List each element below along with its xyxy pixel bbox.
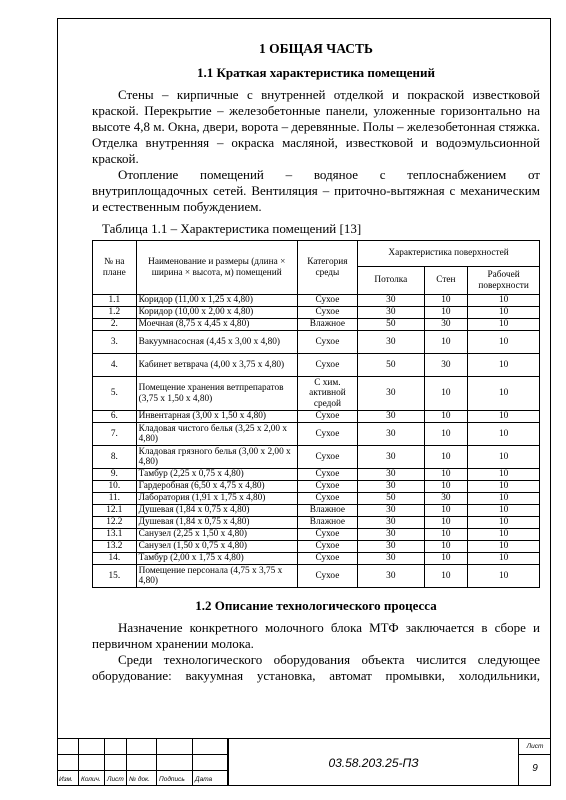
title-block-grid <box>57 738 228 786</box>
header-name: Наименование и размеры (длина × ширина × высота, м) помещений <box>136 241 297 295</box>
table-body <box>93 295 540 588</box>
cell-name: Вакуумнасосная (4,45 х 3,00 х 4,80) <box>136 331 297 354</box>
cell-walls: 30 <box>424 354 468 377</box>
cell-num: 9. <box>93 469 137 481</box>
title-block-label-text: Подпись <box>159 776 185 783</box>
cell-name: Тамбур (2,00 х 1,75 х 4,80) <box>136 553 297 565</box>
cell-ceiling: 30 <box>358 307 425 319</box>
title-block-cell <box>157 754 193 770</box>
section-title: 1 ОБЩАЯ ЧАСТЬ <box>259 41 373 56</box>
cell-ceiling: 30 <box>358 541 425 553</box>
cell-work: 10 <box>468 319 540 331</box>
cell-name: Помещение хранения ветпрепаратов (3,75 х 1,50 х 4,80) <box>136 377 297 411</box>
cell-ceiling: 30 <box>358 481 425 493</box>
cell-name: Кладовая грязного белья (3,00 х 2,00 х 4,80) <box>136 446 297 469</box>
cell-name: Моечная (8,75 х 4,45 х 4,80) <box>136 319 297 331</box>
title-block-label-text: Изм. <box>59 776 73 783</box>
title-block-cell <box>127 754 157 770</box>
title-block-label <box>127 770 157 786</box>
cell-work: 10 <box>468 331 540 354</box>
cell-num: 8. <box>93 446 137 469</box>
cell-ceiling: 30 <box>358 553 425 565</box>
cell-ceiling: 30 <box>358 411 425 423</box>
cell-work: 10 <box>468 529 540 541</box>
cell-num: 1.2 <box>93 307 137 319</box>
cell-num: 15. <box>93 565 137 588</box>
table-row <box>93 469 540 481</box>
title-block-cell <box>57 754 79 770</box>
cell-work: 10 <box>468 295 540 307</box>
table-row <box>93 541 540 553</box>
cell-work: 10 <box>468 481 540 493</box>
cell-ceiling: 30 <box>358 469 425 481</box>
title-block-cell <box>57 738 79 754</box>
cell-name: Душевая (1,84 х 0,75 х 4,80) <box>136 505 297 517</box>
cell-num: 6. <box>93 411 137 423</box>
header-category: Категория среды <box>297 241 357 295</box>
cell-category: Сухое <box>297 295 357 307</box>
cell-work: 10 <box>468 541 540 553</box>
title-block-label <box>193 770 228 786</box>
title-block-cell <box>193 738 228 754</box>
cell-walls: 10 <box>424 529 468 541</box>
paragraph: Назначение конкретного молочного блока МТФ заключается в сборе и первичном хранении молока. <box>92 620 540 651</box>
cell-num: 3. <box>93 331 137 354</box>
cell-num: 12.1 <box>93 505 137 517</box>
cell-ceiling: 30 <box>358 331 425 354</box>
header-walls: Стен <box>424 267 468 295</box>
table-row <box>93 529 540 541</box>
subsection-title: 1.2 Описание технологического процесса <box>195 598 437 613</box>
table-row <box>93 565 540 588</box>
table-row <box>93 517 540 529</box>
cell-num: 7. <box>93 423 137 446</box>
cell-category: Влажное <box>297 319 357 331</box>
cell-name: Санузел (1,50 х 0,75 х 4,80) <box>136 541 297 553</box>
cell-walls: 10 <box>424 553 468 565</box>
table-row <box>93 377 540 411</box>
cell-walls: 10 <box>424 295 468 307</box>
sheet-number: 9 <box>532 763 538 774</box>
table-row <box>93 505 540 517</box>
page-content <box>92 40 540 684</box>
cell-num: 5. <box>93 377 137 411</box>
paragraph: Среди технологического оборудования объекта числится следующее оборудование: вакуумная установка, автомат промывки, холодильники, <box>92 652 540 683</box>
header-work: Рабочей поверхности <box>468 267 540 295</box>
cell-category: Влажное <box>297 505 357 517</box>
cell-ceiling: 30 <box>358 505 425 517</box>
cell-ceiling: 30 <box>358 377 425 411</box>
title-block-cell <box>105 738 127 754</box>
cell-name: Гардеробная (6,50 х 4,75 х 4,80) <box>136 481 297 493</box>
header-surface: Характеристика поверхностей <box>358 241 540 267</box>
cell-work: 10 <box>468 411 540 423</box>
title-block-label-text: Лист <box>107 776 124 783</box>
cell-work: 10 <box>468 553 540 565</box>
cell-work: 10 <box>468 493 540 505</box>
title-block-cell <box>193 754 228 770</box>
cell-walls: 10 <box>424 469 468 481</box>
cell-walls: 10 <box>424 565 468 588</box>
cell-name: Кладовая чистого белья (3,25 х 2,00 х 4,80) <box>136 423 297 446</box>
cell-num: 1.1 <box>93 295 137 307</box>
cell-work: 10 <box>468 354 540 377</box>
cell-walls: 10 <box>424 481 468 493</box>
title-block-label-text: Колич. <box>81 776 101 783</box>
rooms-table <box>92 240 540 588</box>
title-block-label-text: Дата <box>195 776 213 783</box>
cell-ceiling: 50 <box>358 319 425 331</box>
cell-walls: 10 <box>424 505 468 517</box>
sheet-label: Лист <box>526 743 544 750</box>
cell-category: Сухое <box>297 411 357 423</box>
title-block-cell <box>127 738 157 754</box>
cell-walls: 10 <box>424 411 468 423</box>
cell-name: Кабинет ветврача (4,00 х 3,75 х 4,80) <box>136 354 297 377</box>
table-row <box>93 493 540 505</box>
cell-walls: 10 <box>424 446 468 469</box>
cell-name: Санузел (2,25 х 1,50 х 4,80) <box>136 529 297 541</box>
title-block-cell <box>79 754 105 770</box>
cell-walls: 30 <box>424 493 468 505</box>
title-block <box>57 738 551 786</box>
cell-num: 13.1 <box>93 529 137 541</box>
table-row <box>93 295 540 307</box>
table-row <box>93 446 540 469</box>
cell-work: 10 <box>468 446 540 469</box>
cell-num: 10. <box>93 481 137 493</box>
cell-ceiling: 30 <box>358 295 425 307</box>
cell-category: Сухое <box>297 446 357 469</box>
cell-work: 10 <box>468 377 540 411</box>
cell-walls: 30 <box>424 319 468 331</box>
cell-walls: 10 <box>424 307 468 319</box>
cell-ceiling: 30 <box>358 565 425 588</box>
cell-category: Сухое <box>297 354 357 377</box>
title-block-label <box>79 770 105 786</box>
title-block-cell <box>79 738 105 754</box>
cell-work: 10 <box>468 517 540 529</box>
cell-num: 2. <box>93 319 137 331</box>
cell-walls: 10 <box>424 331 468 354</box>
table-row <box>93 411 540 423</box>
cell-category: Сухое <box>297 553 357 565</box>
subsection-title: 1.1 Краткая характеристика помещений <box>197 65 435 80</box>
cell-num: 12.2 <box>93 517 137 529</box>
cell-category: Сухое <box>297 529 357 541</box>
table-row <box>93 307 540 319</box>
cell-num: 4. <box>93 354 137 377</box>
cell-num: 13.2 <box>93 541 137 553</box>
table-row <box>93 481 540 493</box>
cell-category: С хим. активной средой <box>297 377 357 411</box>
table-row <box>93 553 540 565</box>
cell-ceiling: 30 <box>358 517 425 529</box>
cell-walls: 10 <box>424 517 468 529</box>
table-row <box>93 423 540 446</box>
cell-walls: 10 <box>424 541 468 553</box>
header-ceiling: Потолка <box>358 267 425 295</box>
title-block-label <box>157 770 193 786</box>
cell-name: Коридор (11,00 х 1,25 х 4,80) <box>136 295 297 307</box>
cell-work: 10 <box>468 565 540 588</box>
cell-name: Лаборатория (1,91 х 1,75 х 4,80) <box>136 493 297 505</box>
cell-category: Сухое <box>297 493 357 505</box>
cell-work: 10 <box>468 307 540 319</box>
table-row <box>93 319 540 331</box>
cell-category: Сухое <box>297 307 357 319</box>
cell-walls: 10 <box>424 377 468 411</box>
table-row <box>93 354 540 377</box>
table-row <box>93 331 540 354</box>
cell-ceiling: 50 <box>358 354 425 377</box>
cell-name: Инвентарная (3,00 х 1,50 х 4,80) <box>136 411 297 423</box>
title-block-label <box>105 770 127 786</box>
title-block-cell <box>157 738 193 754</box>
cell-category: Сухое <box>297 469 357 481</box>
sheet-box <box>518 738 551 786</box>
cell-num: 14. <box>93 553 137 565</box>
cell-name: Помещение персонала (4,75 х 3,75 х 4,80) <box>136 565 297 588</box>
title-block-label <box>57 770 79 786</box>
cell-category: Влажное <box>297 517 357 529</box>
cell-name: Душевая (1,84 х 0,75 х 4,80) <box>136 517 297 529</box>
cell-name: Тамбур (2,25 х 0,75 х 4,80) <box>136 469 297 481</box>
cell-ceiling: 50 <box>358 493 425 505</box>
cell-name: Коридор (10,00 х 2,00 х 4,80) <box>136 307 297 319</box>
title-block-label-text: № док. <box>129 776 150 783</box>
cell-category: Сухое <box>297 541 357 553</box>
header-num: № на плане <box>93 241 137 295</box>
cell-work: 10 <box>468 505 540 517</box>
cell-ceiling: 30 <box>358 446 425 469</box>
cell-walls: 10 <box>424 423 468 446</box>
cell-ceiling: 30 <box>358 423 425 446</box>
title-block-cell <box>105 754 127 770</box>
cell-category: Сухое <box>297 565 357 588</box>
cell-num: 11. <box>93 493 137 505</box>
cell-ceiling: 30 <box>358 529 425 541</box>
cell-category: Сухое <box>297 331 357 354</box>
cell-work: 10 <box>468 469 540 481</box>
table-caption: Таблица 1.1 – Характеристика помещений [13] <box>102 221 362 236</box>
cell-category: Сухое <box>297 423 357 446</box>
document-number: 03.58.203.25-ПЗ <box>228 738 518 786</box>
paragraph: Стены – кирпичные с внутренней отделкой и покраской известковой краской. Перекрытие – железобетонные панели, уложенные горизонтально на высоте 4,8 м. Окна, двери, ворота – деревянные. Полы – железобетонная стяжка. Отделка внутренняя – окраска масляной, известковой и водоэмульсионной краской. <box>92 87 540 166</box>
cell-work: 10 <box>468 423 540 446</box>
paragraph: Отопление помещений – водяное с теплоснабжением от внутриплощадочных сетей. Вентиляция – приточно-вытяжная с механическим и естественным побуждением. <box>92 167 540 214</box>
cell-category: Сухое <box>297 481 357 493</box>
